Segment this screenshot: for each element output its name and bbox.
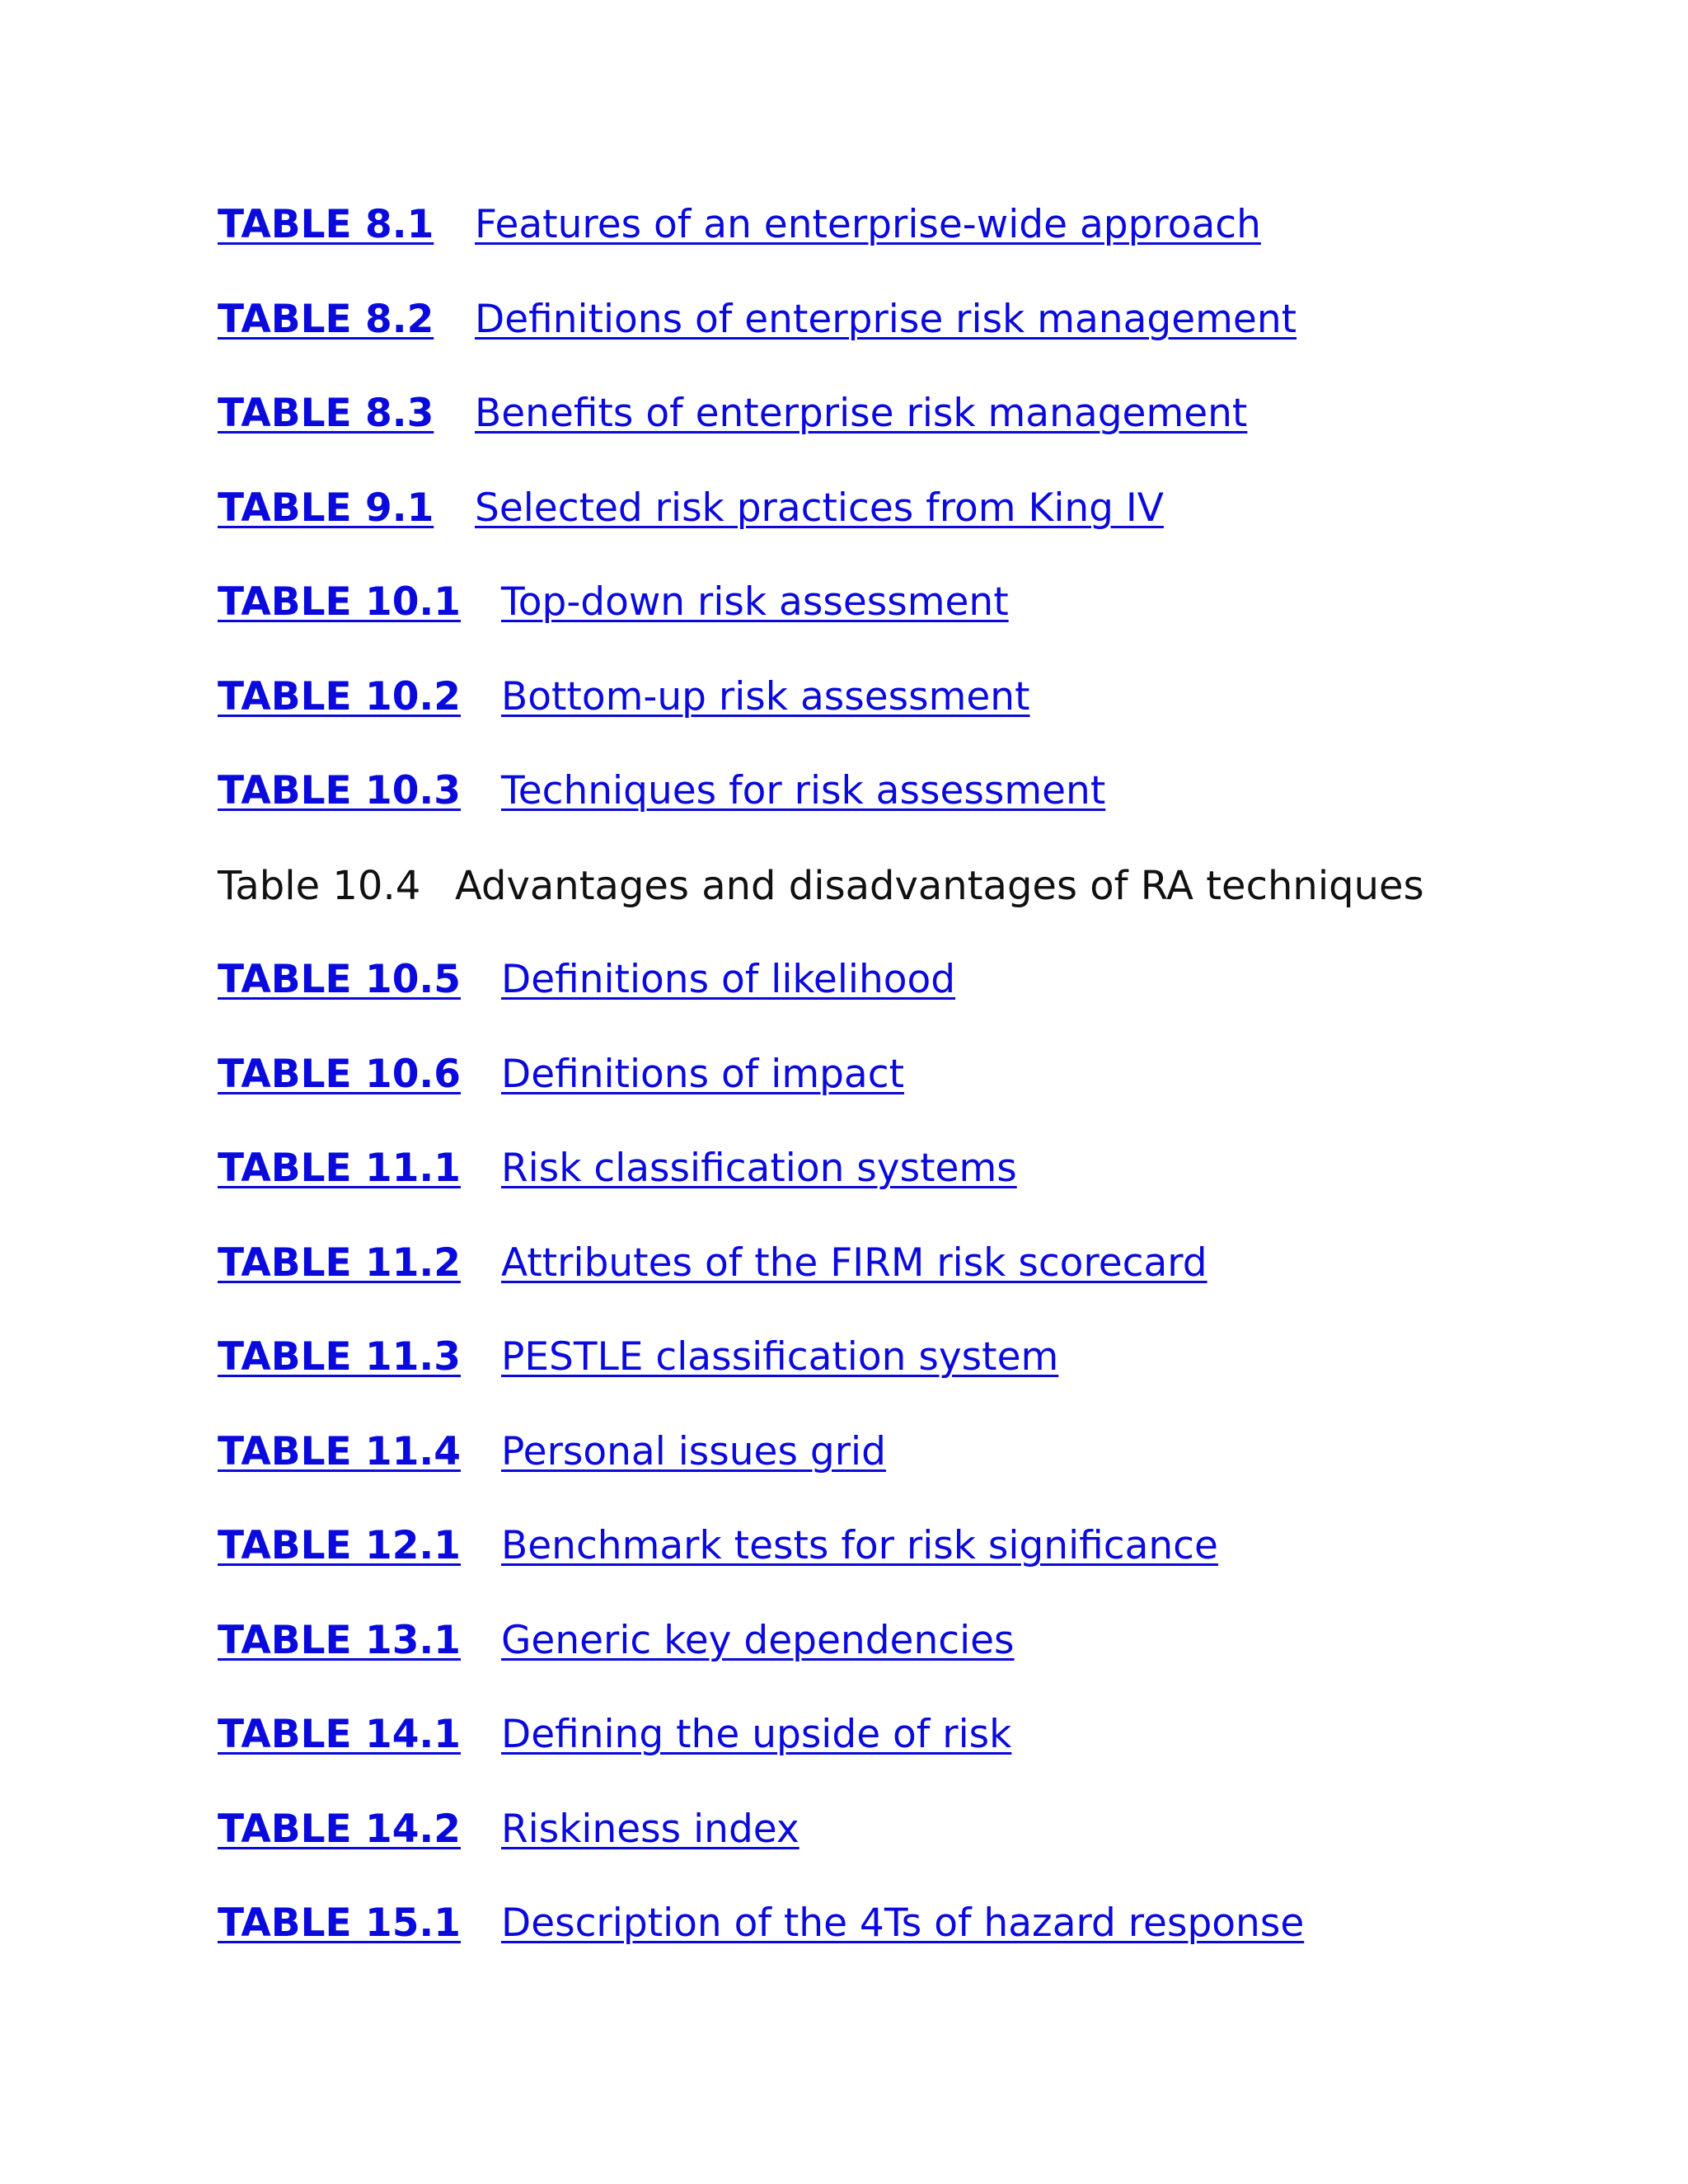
- table-title: Risk classification systems: [501, 1146, 1017, 1191]
- table-title: Attributes of the FIRM risk scorecard: [501, 1240, 1207, 1286]
- table-number: TABLE 10.1: [218, 579, 461, 625]
- toc-entry-table-9-1[interactable]: [218, 483, 1619, 578]
- table-number: TABLE 8.2: [218, 296, 434, 342]
- table-title: Generic key dependencies: [501, 1617, 1015, 1663]
- table-title: Top-down risk assessment: [501, 579, 1009, 625]
- table-number: Table 10.4: [218, 862, 421, 909]
- table-number: TABLE 11.4: [218, 1428, 461, 1474]
- table-title: Bottom-up risk assessment: [501, 673, 1030, 719]
- toc-entry-table-8-2[interactable]: [218, 294, 1619, 389]
- table-number: TABLE 9.1: [218, 485, 434, 531]
- table-number: TABLE 13.1: [218, 1617, 461, 1663]
- toc-entry-table-11-4[interactable]: [218, 1427, 1619, 1521]
- toc-entry-table-13-1[interactable]: [218, 1615, 1619, 1710]
- table-number: TABLE 10.2: [218, 673, 461, 719]
- table-title: PESTLE classification system: [501, 1334, 1059, 1380]
- table-number: TABLE 14.2: [218, 1806, 461, 1852]
- table-title: Advantages and disadvantages of RA techniques: [455, 862, 1424, 909]
- toc-entry-table-11-2[interactable]: [218, 1238, 1619, 1333]
- table-title: Personal issues grid: [501, 1428, 886, 1474]
- toc-entry-table-14-1[interactable]: [218, 1709, 1619, 1804]
- toc-entry-table-10-2[interactable]: [218, 672, 1619, 766]
- table-title: Benefits of enterprise risk management: [475, 391, 1248, 436]
- table-number: TABLE 11.3: [218, 1334, 461, 1380]
- toc-entry-table-14-2[interactable]: [218, 1804, 1619, 1899]
- toc-entry-table-10-1[interactable]: [218, 577, 1619, 672]
- table-number: TABLE 14.1: [218, 1712, 461, 1757]
- table-title: Benchmark tests for risk significance: [501, 1523, 1218, 1568]
- table-title: Defining the upside of risk: [501, 1712, 1012, 1757]
- toc-entry-table-10-5[interactable]: [218, 954, 1619, 1049]
- table-number: TABLE 10.6: [218, 1051, 461, 1097]
- toc-entry-table-12-1[interactable]: [218, 1521, 1619, 1615]
- table-number: TABLE 10.3: [218, 768, 461, 813]
- table-number: TABLE 8.1: [218, 202, 434, 247]
- table-number: TABLE 15.1: [218, 1900, 461, 1946]
- table-title: Definitions of impact: [501, 1051, 905, 1097]
- list-of-tables: [218, 199, 1619, 1993]
- table-title: Definitions of enterprise risk management: [475, 296, 1297, 342]
- toc-entry-table-8-3[interactable]: [218, 388, 1619, 483]
- table-title: Features of an enterprise-wide approach: [475, 202, 1261, 247]
- table-title: Techniques for risk assessment: [501, 768, 1106, 813]
- table-number: TABLE 8.3: [218, 391, 434, 436]
- table-title: Selected risk practices from King IV: [475, 485, 1164, 531]
- toc-entry-table-10-3[interactable]: [218, 766, 1619, 860]
- toc-entry-table-11-3[interactable]: [218, 1332, 1619, 1427]
- table-title: Riskiness index: [501, 1806, 799, 1852]
- table-number: TABLE 11.2: [218, 1240, 461, 1286]
- toc-entry-table-11-1[interactable]: [218, 1143, 1619, 1238]
- toc-entry-table-10-6[interactable]: [218, 1049, 1619, 1144]
- table-number: TABLE 10.5: [218, 957, 461, 1002]
- toc-entry-table-15-1[interactable]: [218, 1898, 1619, 1993]
- table-title: Definitions of likelihood: [501, 957, 956, 1002]
- table-number: TABLE 11.1: [218, 1146, 461, 1191]
- toc-entry-table-10-4: [218, 860, 1619, 955]
- toc-entry-table-8-1[interactable]: [218, 199, 1619, 294]
- table-title: Description of the 4Ts of hazard response: [501, 1900, 1305, 1946]
- table-number: TABLE 12.1: [218, 1523, 461, 1568]
